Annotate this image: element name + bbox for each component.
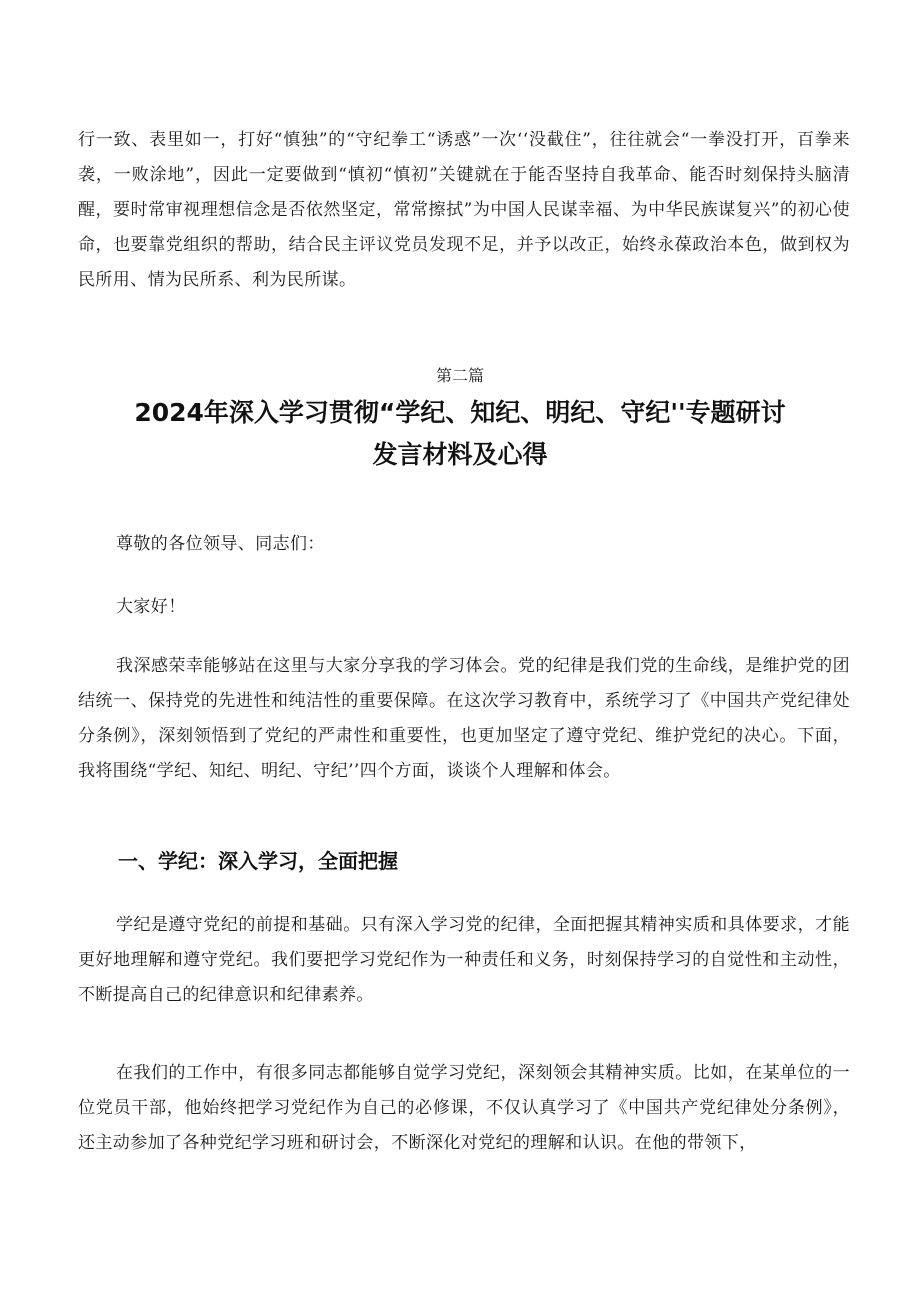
document-title bbox=[80, 392, 840, 476]
paragraph-study: 学纪是遵守党纪的前提和基础。只有深入学习党的纪律，全面把握其精神实质和具体要求，才能更好地理解和遵守党纪。我们要把学习党纪作为一种责任和义务，时刻保持学习的自觉性和主动性，不断提高自己的纪律意识和纪律素养。 bbox=[78, 915, 850, 1005]
salutation: 尊敬的各位领导、同志们： bbox=[116, 534, 325, 554]
title-line-1: 2024年深入学习贯彻“学纪、知纪、明纪、守纪''专题研讨 bbox=[134, 398, 786, 427]
section-label: 第二篇 bbox=[435, 366, 484, 385]
paragraph-continuation: 行一致、表里如一，打好“慎独”的“守纪拳工“诱惑”一次‘‘没截住”，往往就会“一拳没打开，百拳来袭，一败涂地”，因此一定要做到“慎初“慎初”关键就在于能否坚持自我革命、能否时刻保持头脑清醒，要时常审视理想信念是否依然坚定，常常擦拭”为中国人民谋幸福、为中华民族谋复兴”的初心使命，也要靠党组织的帮助，结合民主评议党员发现不足，并予以改正，始终永葆政治本色，做到权为民所用、情为民所系、利为民所谋。 bbox=[78, 130, 850, 290]
paragraph-intro: 我深感荣幸能够站在这里与大家分享我的学习体会。党的纪律是我们党的生命线，是维护党的团结统一、保持党的先进性和纯洁性的重要保障。在这次学习教育中，系统学习了《中国共产党纪律处分条例》，深刻领悟到了党纪的严肃性和重要性，也更加坚定了遵守党纪、维护党纪的决心。下面，我将围绕“学纪、知纪、明纪、守纪’’四个方面，谈谈个人理解和体会。 bbox=[78, 656, 850, 781]
section-heading-1: 一、学纪：深入学习，全面把握 bbox=[118, 849, 398, 873]
paragraph-work-example: 在我们的工作中，有很多同志都能够自觉学习党纪，深刻领会其精神实质。比如，在某单位的一位党员干部，他始终把学习党纪作为自己的必修课，不仅认真学习了《中国共产党纪律处分条例》，还主动参加了各种党纪学习班和研讨会，不断深化对党纪的理解和认识。在他的带领下， bbox=[78, 1063, 850, 1153]
greeting-line: 大家好！ bbox=[116, 597, 186, 617]
title-line-2: 发言材料及心得 bbox=[372, 440, 548, 469]
